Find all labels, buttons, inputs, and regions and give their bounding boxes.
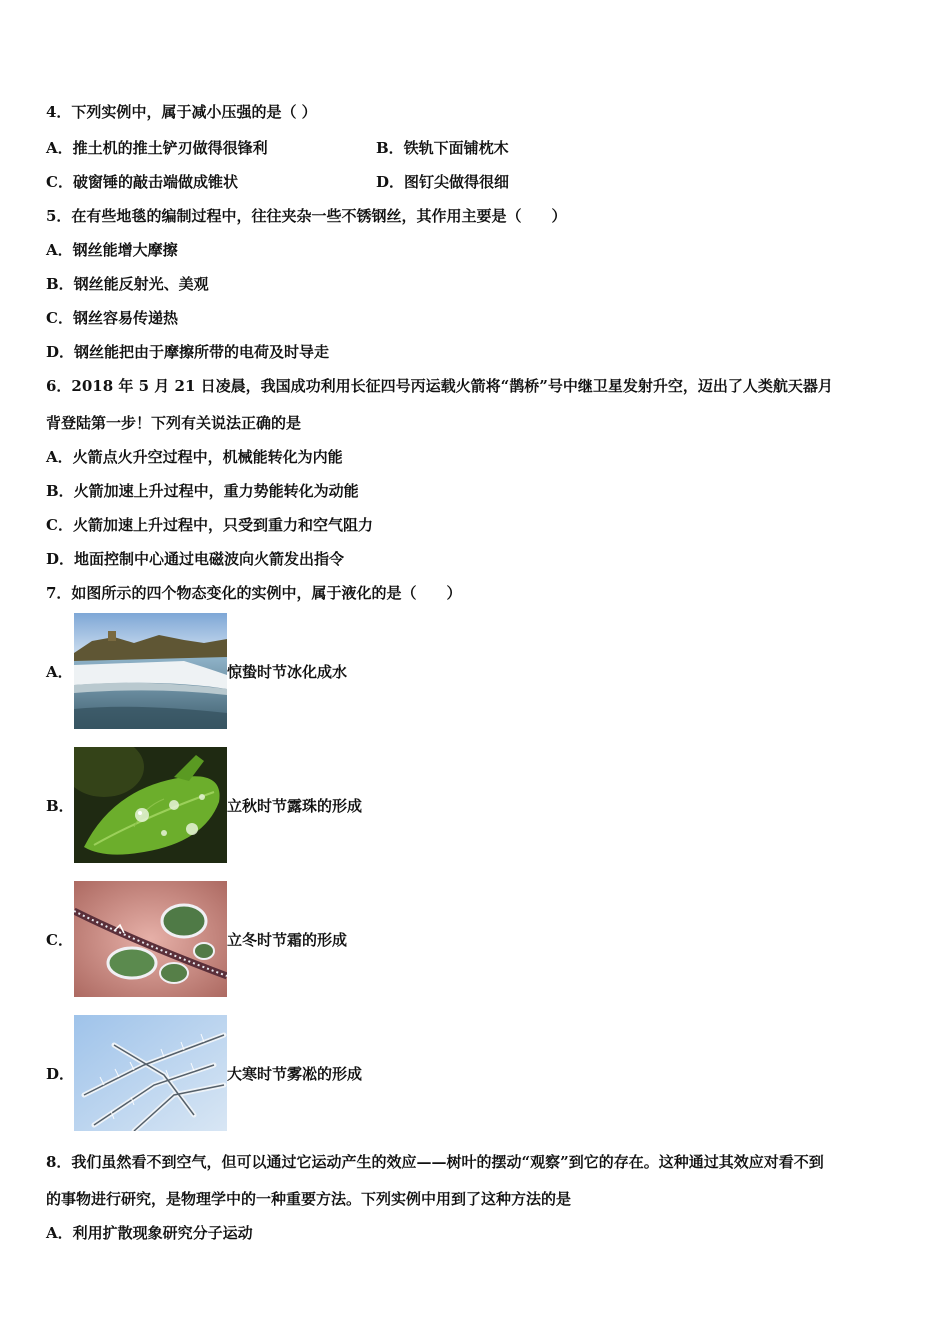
q7-option-b-letter: B． [46,797,74,815]
frozen-lake-photo [74,613,227,729]
q6-option-b: B．火箭加速上升过程中，重力势能转化为动能 [46,482,359,500]
q4-option-c: C．破窗锤的敲击端做成锥状 [46,173,238,191]
q8-option-a: A．利用扩散现象研究分子运动 [46,1224,253,1242]
q6-option-c: C．火箭加速上升过程中，只受到重力和空气阻力 [46,516,373,534]
q7-option-a-caption: 惊蛰时节冰化成水 [227,663,348,681]
q7-stem: 7．如图所示的四个物态变化的实例中，属于液化的是（ ） [46,584,462,602]
q4-stem: 4．下列实例中，属于减小压强的是（ ） [46,103,317,121]
q7-option-a [46,613,466,729]
q4-option-b: B．铁轨下面铺枕木 [376,139,509,157]
q7-option-b-caption: 立秋时节露珠的形成 [227,797,363,815]
q4-option-a: A．推土机的推土铲刃做得很锋利 [46,139,268,157]
q5-option-b: B．钢丝能反射光、美观 [46,275,209,293]
q6-option-d: D．地面控制中心通过电磁波向火箭发出指令 [46,550,345,568]
q6-option-a: A．火箭点火升空过程中，机械能转化为内能 [46,448,343,466]
q7-option-a-letter: A． [46,663,73,681]
dew-on-leaf-photo [74,747,227,863]
q5-stem: 5．在有些地毯的编制过程中，往往夹杂一些不锈钢丝，其作用主要是（ ） [46,207,567,225]
q4-option-d: D．图钉尖做得很细 [376,173,510,191]
q7-option-c-caption: 立冬时节霜的形成 [227,931,348,949]
q5-option-d: D．钢丝能把由于摩擦所带的电荷及时导走 [46,343,330,361]
q7-option-c [46,881,466,997]
q5-option-a: A．钢丝能增大摩擦 [46,241,178,259]
q6-stem-line1: 6．2018 年 5 月 21 日凌晨，我国成功利用长征四号丙运载火箭将“鹊桥”号中继卫星发射升空，迈出了人类航天器月 [46,377,833,395]
rime-on-branches-photo [74,1015,227,1131]
q7-option-c-letter: C． [46,931,73,949]
q6-stem-line2: 背登陆第一步！下列有关说法正确的是 [46,414,302,432]
q7-option-d-letter: D． [46,1065,75,1083]
q5-option-c: C．钢丝容易传递热 [46,309,178,327]
q7-option-d-caption: 大寒时节雾凇的形成 [227,1065,363,1083]
q8-stem-line2: 的事物进行研究，是物理学中的一种重要方法。下列实例中用到了这种方法的是 [46,1190,572,1208]
q8-stem-line1: 8．我们虽然看不到空气，但可以通过它运动产生的效应——树叶的摆动“观察”到它的存在。这种通过其效应对看不到 [46,1153,824,1171]
frost-on-leaves-photo [74,881,227,997]
q7-option-b [46,747,466,863]
q7-option-d [46,1015,466,1131]
